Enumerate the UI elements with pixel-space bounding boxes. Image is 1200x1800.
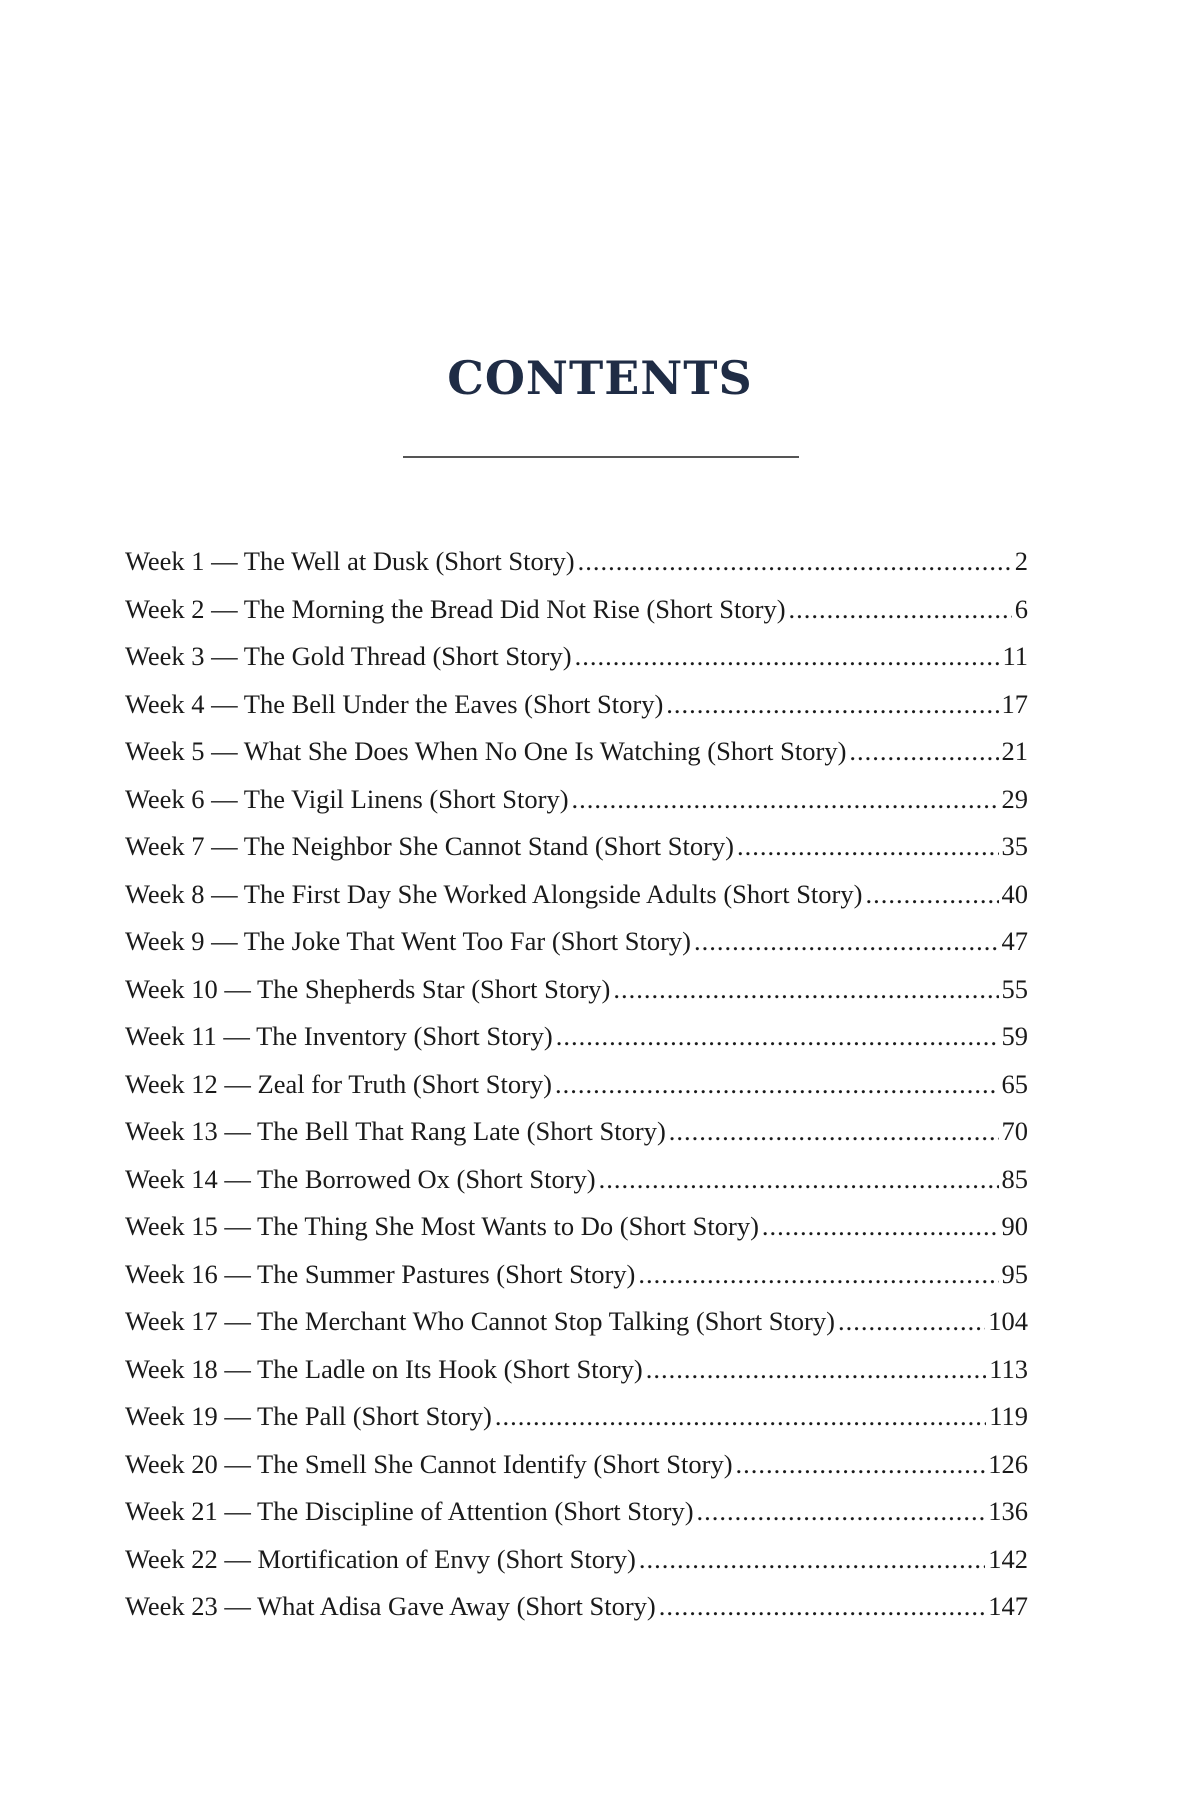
toc-page-number: 29	[1001, 783, 1028, 814]
toc-entry-title: Week 5 — What She Does When No One Is Watching (Short Story)	[125, 736, 847, 766]
toc-page-number: 47	[1001, 926, 1028, 956]
toc-entry[interactable]	[125, 1203, 1028, 1251]
toc-entry[interactable]	[125, 1108, 1028, 1156]
toc-entry[interactable]	[125, 1441, 1028, 1489]
toc-page-number: 55	[1001, 973, 1028, 1004]
toc-page-number: 59	[1001, 1021, 1028, 1051]
toc-page-number: 147	[988, 1591, 1028, 1621]
toc-entry[interactable]	[125, 1583, 1028, 1631]
toc-entry[interactable]	[125, 681, 1028, 729]
toc-page-number: 126	[988, 1448, 1028, 1479]
toc-entry-title: Week 2 — The Morning the Bread Did Not Rise (Short Story)	[125, 593, 786, 624]
toc-page-number: 35	[1001, 831, 1028, 861]
toc-dot-leader	[599, 1156, 999, 1204]
table-of-contents	[125, 538, 1028, 1631]
toc-entry-title: Week 22 — Mortification of Envy (Short Story)	[125, 1543, 636, 1574]
toc-dot-leader	[762, 1203, 999, 1251]
toc-dot-leader	[849, 728, 998, 776]
toc-page-number: 70	[1001, 1116, 1028, 1146]
toc-entry-title: Week 6 — The Vigil Linens (Short Story)	[125, 783, 569, 814]
toc-entry-title: Week 8 — The First Day She Worked Alongside Adults (Short Story)	[125, 878, 863, 909]
toc-entry[interactable]	[125, 1251, 1028, 1299]
toc-page-number: 104	[988, 1306, 1028, 1336]
toc-entry[interactable]	[125, 776, 1028, 824]
toc-entry-title: Week 3 — The Gold Thread (Short Story)	[125, 641, 572, 671]
toc-entry-title: Week 20 — The Smell She Cannot Identify (Short Story)	[125, 1448, 733, 1479]
toc-dot-leader	[694, 918, 998, 966]
toc-entry[interactable]	[125, 1488, 1028, 1536]
toc-entry-title: Week 23 — What Adisa Gave Away (Short Story)	[125, 1591, 656, 1621]
toc-entry-title: Week 15 — The Thing She Most Wants to Do (Short Story)	[125, 1211, 759, 1241]
toc-dot-leader	[666, 681, 998, 729]
toc-entry[interactable]	[125, 1536, 1028, 1584]
toc-entry[interactable]	[125, 1013, 1028, 1061]
toc-page-number: 95	[1001, 1258, 1028, 1289]
toc-page-number: 90	[1001, 1211, 1028, 1241]
toc-entry[interactable]	[125, 586, 1028, 634]
toc-dot-leader	[572, 776, 999, 824]
toc-entry-title: Week 21 — The Discipline of Attention (Short Story)	[125, 1496, 694, 1526]
toc-entry[interactable]	[125, 1346, 1028, 1394]
toc-entry-title: Week 1 — The Well at Dusk (Short Story)	[125, 546, 575, 576]
toc-dot-leader	[578, 538, 1012, 586]
toc-entry[interactable]	[125, 728, 1028, 776]
toc-page-number: 17	[1001, 688, 1028, 719]
toc-dot-leader	[639, 1536, 985, 1584]
toc-entry-title: Week 7 — The Neighbor She Cannot Stand (Short Story)	[125, 831, 735, 861]
toc-dot-leader	[613, 966, 998, 1014]
toc-dot-leader	[697, 1488, 986, 1536]
toc-entry-title: Week 4 — The Bell Under the Eaves (Short Story)	[125, 688, 664, 719]
toc-entry[interactable]	[125, 1393, 1028, 1441]
toc-dot-leader	[838, 1298, 985, 1346]
toc-dot-leader	[789, 586, 1012, 634]
toc-entry[interactable]	[125, 1298, 1028, 1346]
toc-page-number: 21	[1001, 736, 1028, 766]
toc-entry[interactable]	[125, 871, 1028, 919]
toc-page-number: 11	[1002, 641, 1028, 671]
page-title: CONTENTS	[447, 351, 753, 405]
toc-entry-title: Week 19 — The Pall (Short Story)	[125, 1401, 492, 1431]
toc-page-number: 65	[1001, 1068, 1028, 1099]
toc-entry[interactable]	[125, 823, 1028, 871]
toc-dot-leader	[659, 1583, 986, 1631]
toc-dot-leader	[865, 871, 998, 919]
toc-entry-title: Week 16 — The Summer Pastures (Short Story)	[125, 1258, 636, 1289]
toc-dot-leader	[638, 1251, 998, 1299]
title-underline-divider	[403, 456, 799, 458]
toc-entry-title: Week 11 — The Inventory (Short Story)	[125, 1021, 553, 1051]
toc-page-number: 85	[1001, 1163, 1028, 1194]
toc-entry[interactable]	[125, 538, 1028, 586]
toc-dot-leader	[556, 1013, 999, 1061]
toc-entry[interactable]	[125, 1156, 1028, 1204]
toc-page-number: 142	[988, 1543, 1028, 1574]
toc-page-number: 40	[1001, 878, 1028, 909]
toc-entry-title: Week 18 — The Ladle on Its Hook (Short Story)	[125, 1353, 643, 1384]
toc-entry[interactable]	[125, 966, 1028, 1014]
toc-entry[interactable]	[125, 1061, 1028, 1109]
toc-page-number: 6	[1014, 593, 1028, 624]
toc-page-number: 113	[989, 1353, 1028, 1384]
toc-dot-leader	[669, 1108, 999, 1156]
toc-page-number: 119	[989, 1401, 1028, 1431]
toc-dot-leader	[575, 633, 1000, 681]
toc-entry-title: Week 14 — The Borrowed Ox (Short Story)	[125, 1163, 596, 1194]
toc-page-number: 2	[1014, 546, 1028, 576]
toc-page-number: 136	[988, 1496, 1028, 1526]
toc-entry-title: Week 17 — The Merchant Who Cannot Stop Talking (Short Story)	[125, 1306, 835, 1336]
toc-entry-title: Week 10 — The Shepherds Star (Short Story)	[125, 973, 611, 1004]
toc-dot-leader	[736, 1441, 986, 1489]
toc-dot-leader	[737, 823, 998, 871]
toc-dot-leader	[555, 1061, 999, 1109]
toc-entry[interactable]	[125, 918, 1028, 966]
toc-dot-leader	[646, 1346, 986, 1394]
toc-entry[interactable]	[125, 633, 1028, 681]
toc-entry-title: Week 12 — Zeal for Truth (Short Story)	[125, 1068, 552, 1099]
toc-dot-leader	[495, 1393, 986, 1441]
toc-entry-title: Week 9 — The Joke That Went Too Far (Short Story)	[125, 926, 692, 956]
toc-entry-title: Week 13 — The Bell That Rang Late (Short Story)	[125, 1116, 666, 1146]
